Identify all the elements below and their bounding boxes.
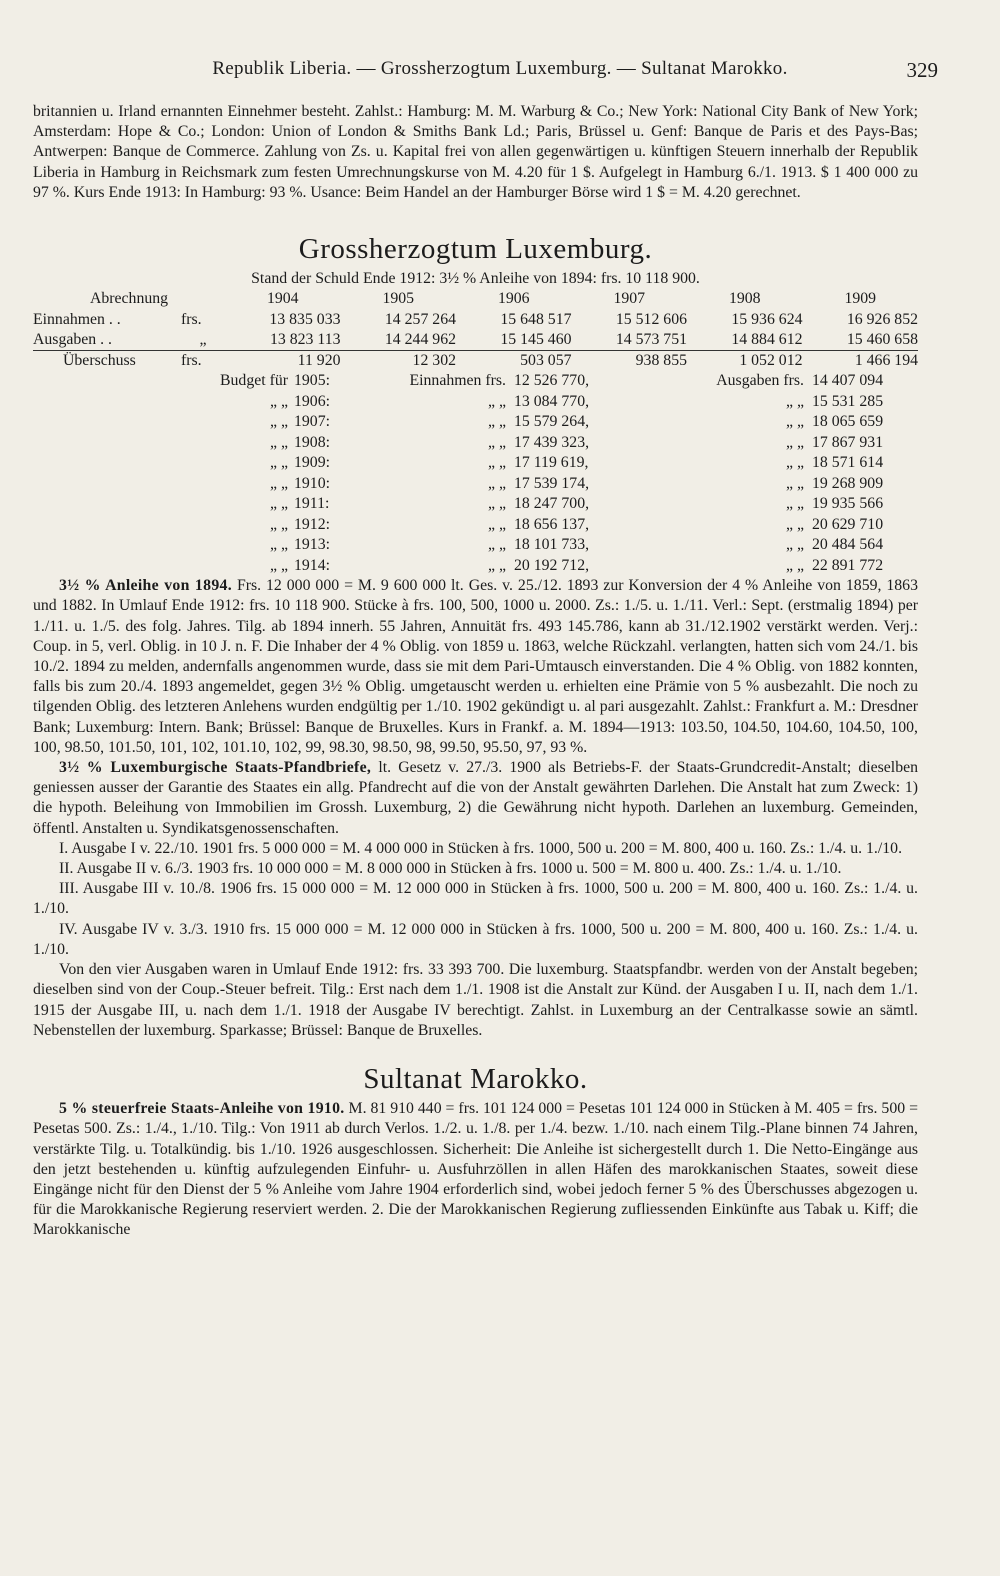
year-header: 1909 [844,290,877,308]
budget-income-label: „ „ [488,556,506,574]
ausgabe-paragraph: II. Ausgabe II v. 6./3. 1903 frs. 10 000 000 = M. 8 000 000 in Stücken à frs. 1000 u. 500 = M. 800 u. 400. Zs.: 1./4. u. 1./10. [59,860,842,878]
marokko-anleihe-text: M. 81 910 440 = frs. 101 124 000 = Pesetas 101 124 000 in Stücken à M. 405 = frs. 500 = Pesetas 500. Zs.: 1./4., 1./10. Tilg.: Von 1911 ab durch Verlos. 1./2. u. 1./8. per 1./4. bezw. 1./10. nach einem Tilg.-Plane binnen 74 Jahren, verstärkte Tilg. u. Totalkündig. bis 1./10. 1926 ausgeschlossen. Sicherheit: Die Anleihe ist sichergestellt durch 1. Die Netto-Eingänge aus den jetzt bestehenden u. künftig aufzulegenden Einfuhr- u. Ausfuhrzöllen in allen Häfen des marokkanischen Staates, soweit diese Eingänge nicht für den Dienst der 5 % Anleihe vom Jahre 1904 erforderlich sind, wobei jedoch ferner 5 % des Überschusses abgezogen u. für die Marokkanische Regierung reserviert werden. 2. Die der Marokkanischen Regierung zufliessenden Einkünfte aus Tabak u. Kiff; die Marokkanische [33,1100,919,1239]
budget-expense-label: „ „ [786,392,804,410]
budget-income: 13 084 770, [514,392,590,410]
budget-expense: 19 268 909 [812,474,884,492]
table-cell: 938 855 [572,351,688,372]
table-cell: 14 257 264 [384,310,456,328]
budget-table [33,371,918,576]
budget-prefix: „ „ [270,433,288,451]
debt-status-line: Stand der Schuld Ende 1912: 3½ % Anleihe von 1894: frs. 10 118 900. [251,270,700,288]
budget-prefix: „ „ [270,556,288,574]
budget-row [33,556,918,577]
anleihe-1894-text: Frs. 12 000 000 = M. 9 600 000 lt. Ges. v. 25./12. 1893 zur Konversion der 4 % Anleihe von 1859, 1863 und 1882. In Umlauf Ende 1912: frs. 10 118 900. Stücke à frs. 100, 500, 1000 u. 2000. Zs.: 1./5. u. 1./11. Verl.: Sept. (erstmalig 1894) per 1./11. u. 1./5. des folg. Jahres. Tilg. ab 1894 innerh. 55 Jahren, Annuität frs. 493 145.786, kann ab 31./12.1902 verstärkt werden. Verj.: Coup. in 5, verl. Oblig. in 10 J. n. F. Die Inhaber der 4 % Oblig. von 1859 u. 1863, welche Rückzahl. verlangten, hatten sich vom 24./1. bis 10./2. 1894 zu melden, andernfalls angenommen wurde, dass sie mit dem Pari-Umtausch einverstanden. Die 4 % Oblig. von 1882 konnten, falls bis zum 20./4. 1893 angemeldet, gegen 3½ % Oblig. umgetauscht werden u. erhielten eine Prämie von 5 % ausbezahlt. Die noch zu tilgenden Oblig. des letzteren Anlehens wurden endgültig per 1./10. 1902 gekündigt u. al pari ausgezahlt. Zahlst.: Frankfurt a. M.: Dresdner Bank; Luxemburg: Intern. Bank; Brüssel: Banque de Bruxelles. Kurs in Frankf. a. M. 1894—1913: 103.50, 104.50, 104.60, 104.50, 100, 100, 98.50, 101.50, 101, 102, 101.10, 102, 99, 98.30, 98.50, 98, 99.50, 95.50, 97, 93 %. [33,577,918,756]
section-heading-marokko: Sultanat Marokko. [363,1062,588,1095]
budget-year: 1912: [294,515,330,533]
anleihe-1894-title: 3½ % Anleihe von 1894. [59,577,232,595]
pfandbriefe-text: lt. Gesetz v. 27./3. 1900 als Betriebs-F. der Staats-Grundcredit-Anstalt; dieselben geniessen ausser der Garantie des Staates ein allg. Pfandrecht auf die von der Anstalt gewährten Darlehen. Die Anstalt hat zum Zweck: 1) die hypoth. Beleihung von Immobilien im Grossh. Luxemburg, 2) die Gewährung nicht hypoth. Darlehen an luxemburg. Gemeinden, öffentl. Anstalten u. Syndikatsgenossenschaften. [33,759,918,837]
budget-year: 1907: [294,413,330,431]
row-label: Einnahmen . . [33,310,121,328]
row-label: Ausgaben . . [33,330,112,348]
page-body [33,102,918,1241]
budget-year: 1910: [294,474,330,492]
table-cell: 14 244 962 [384,330,456,348]
budget-row [33,474,918,495]
budget-row [33,392,918,413]
budget-prefix: „ „ [270,515,288,533]
budget-expense: 20 629 710 [812,515,884,533]
budget-row [33,494,918,515]
pfandbriefe-title: 3½ % Luxemburgische Staats-Pfandbriefe, [59,759,372,777]
budget-expense: 22 891 772 [812,556,884,574]
year-header: 1906 [497,290,530,308]
marokko-anleihe-paragraph [33,1099,918,1240]
budget-expense-label: „ „ [786,413,804,431]
budget-row [33,535,918,556]
budget-year: 1906: [294,392,330,410]
budget-expense-label: „ „ [786,454,804,472]
table-cell: 15 648 517 [500,310,572,328]
row-currency: „ [199,330,207,348]
table-row [33,330,918,351]
budget-prefix: „ „ [270,474,288,492]
row-label: Überschuss [33,351,181,372]
table-cell: 13 835 033 [269,310,341,328]
budget-income: 17 539 174, [514,474,590,492]
year-header: 1907 [613,290,646,308]
table-cell: 12 302 [341,351,457,372]
budget-expense: 15 531 285 [812,392,884,410]
table-cell: 14 573 751 [615,330,687,348]
budget-expense-label: „ „ [786,474,804,492]
table-cell: 11 920 [225,351,341,372]
budget-income-label: „ „ [488,413,506,431]
budget-expense-label: „ „ [786,556,804,574]
table-cell: 16 926 852 [846,310,918,328]
budget-income-label: „ „ [488,392,506,410]
budget-income-label: „ „ [488,454,506,472]
budget-row [33,371,918,392]
running-title: Republik Liberia. — Grossherzogtum Luxemburg. — Sultanat Marokko. [212,58,788,79]
budget-row [33,433,918,454]
budget-expense: 18 571 614 [812,454,884,472]
budget-income: 18 101 733, [514,536,590,554]
budget-income: 15 579 264, [514,413,590,431]
ausgabe-paragraph: IV. Ausgabe IV v. 3./3. 1910 frs. 15 000 000 = M. 12 000 000 in Stücken à frs. 1000, 500 u. 200 = M. 800, 400 u. 160. Zs.: 1./4. u. 1./10. [33,920,918,958]
budget-income: 17 439 323, [514,433,590,451]
table-cell: 1 466 194 [803,351,919,372]
budget-income-label: „ „ [488,433,506,451]
table-header-row [33,289,918,309]
table-row [33,310,918,330]
budget-expense: 20 484 564 [812,536,884,554]
budget-year: 1913: [294,536,330,554]
ausgabe-paragraph: I. Ausgabe I v. 22./10. 1901 frs. 5 000 000 = M. 4 000 000 in Stücken à frs. 1000, 500 u. 200 = M. 800, 400 u. 160. Zs.: 1./4. u. 1./10. [59,839,903,857]
table-cell: 13 823 113 [270,330,341,348]
table-cell: 1 052 012 [687,351,803,372]
budget-prefix: „ „ [270,454,288,472]
anleihe-1894-paragraph [33,576,918,758]
budget-income: 12 526 770, [514,372,590,390]
pfandbriefe-closing-paragraph: Von den vier Ausgaben waren in Umlauf Ende 1912: frs. 33 393 700. Die luxemburg. Staatspfandbr. werden von der Anstalt begeben; dieselben sind von der Coup.-Steuer befreit. Tilg.: Erst nach dem 1./1. 1908 ist die Anstalt zur Künd. der Ausgaben I u. II, nach dem 1./1. 1915 der Ausgabe III, u. nach dem 1./1. 1918 der Ausgabe IV berechtigt. Zahlst. in Luxemburg an der Centralkasse sowie an sämtl. Nebenstellen der luxemburg. Sparkasse; Brüssel: Banque de Bruxelles. [33,961,918,1039]
budget-expense: 17 867 931 [812,433,884,451]
budget-year: 1905: [294,372,330,390]
year-header: 1905 [382,290,415,308]
table-header-label: Abrechnung [89,290,169,308]
budget-expense-label: Ausgaben frs. [716,372,804,390]
budget-income-label: „ „ [488,474,506,492]
budget-prefix: „ „ [270,392,288,410]
marokko-anleihe-title: 5 % steuerfreie Staats-Anleihe von 1910. [59,1100,345,1118]
budget-expense-label: „ „ [786,515,804,533]
budget-year: 1911: [294,495,330,513]
budget-prefix: Budget für [219,372,288,390]
budget-income: 18 247 700, [514,495,590,513]
budget-prefix: „ „ [270,413,288,431]
table-cell: 15 460 658 [846,330,918,348]
budget-expense-label: „ „ [786,495,804,513]
budget-income-label: Einnahmen frs. [409,372,506,390]
budget-expense: 14 407 094 [812,372,884,390]
page-number: 329 [906,58,938,82]
budget-prefix: „ „ [270,536,288,554]
budget-year: 1909: [294,454,330,472]
budget-expense: 19 935 566 [812,495,884,513]
table-cell: 15 936 624 [731,310,803,328]
table-cell: 14 884 612 [731,330,803,348]
budget-income-label: „ „ [488,536,506,554]
year-header: 1908 [728,290,761,308]
budget-income-label: „ „ [488,495,506,513]
ausgabe-paragraph: III. Ausgabe III v. 10./8. 1906 frs. 15 000 000 = M. 12 000 000 in Stücken à frs. 1000, 500 u. 200 = M. 800, 400 u. 160. Zs.: 1./4. u. 1./10. [33,880,918,918]
budget-income: 17 119 619, [514,454,589,472]
liberia-continuation-paragraph: britannien u. Irland ernannten Einnehmer besteht. Zahlst.: Hamburg: M. M. Warburg & Co.; New York: National City Bank of New York; Amsterdam: Hope & Co.; London: Union of London & Smiths Bank Ld.; Paris, Brüssel u. Genf: Banque de Paris et des Pays-Bas; Antwerpen: Banque de Commerce. Zahlung von Zs. u. Kapital frei von allen gegenwärtigen u. künftigen Steuern innerhalb der Republik Liberia in Hamburg in Reichsmark zum festen Umrechnungskurse von M. 4.20 für 1 $. Aufgelegt in Hamburg 6./1. 1913. $ 1 400 000 zu 97 %. Kurs Ende 1913: In Hamburg: 93 %. Usance: Beim Handel an der Hamburger Börse wird 1 $ = M. 4.20 gerechnet. [33,103,918,201]
table-cell: 15 145 460 [500,330,572,348]
running-header [0,58,1000,88]
year-header: 1904 [266,290,299,308]
budget-year: 1908: [294,433,330,451]
table-cell: 503 057 [456,351,572,372]
budget-income: 20 192 712, [514,556,590,574]
budget-expense-label: „ „ [786,433,804,451]
budget-row [33,453,918,474]
budget-expense-label: „ „ [786,536,804,554]
table-row [33,351,918,372]
table-cell: 15 512 606 [615,310,687,328]
budget-prefix: „ „ [270,495,288,513]
budget-income-label: „ „ [488,515,506,533]
accounts-table [33,289,918,371]
budget-row [33,412,918,433]
row-currency: frs. [181,351,225,372]
budget-expense: 18 065 659 [812,413,884,431]
budget-row [33,515,918,536]
budget-income: 18 656 137, [514,515,590,533]
budget-year: 1914: [294,556,330,574]
section-heading-luxemburg: Grossherzogtum Luxemburg. [298,233,653,266]
row-currency: frs. [181,310,202,328]
pfandbriefe-paragraph [33,758,918,839]
